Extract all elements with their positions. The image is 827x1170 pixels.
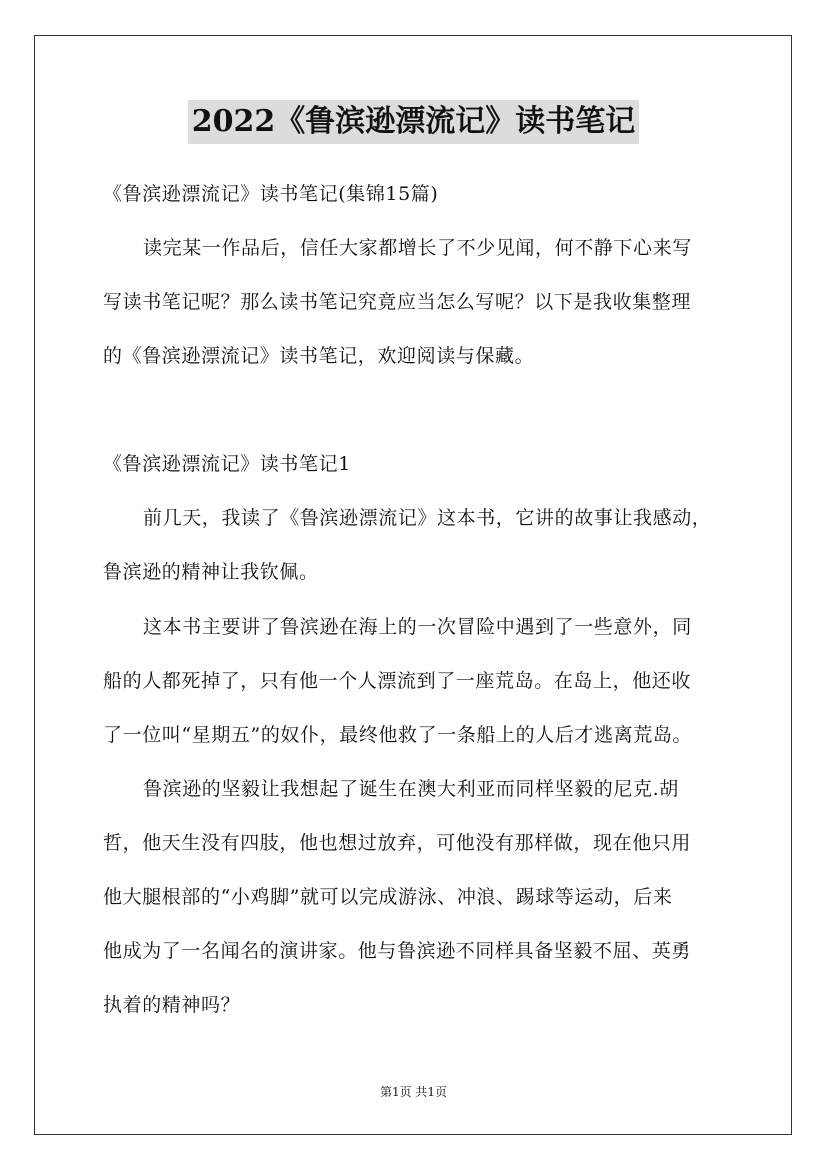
- intro-line: 读完某一作品后，信任大家都增长了不少见闻，何不静下心来写: [143, 237, 692, 259]
- intro-line: 的《鲁滨逊漂流记》读书笔记，欢迎阅读与保藏。: [103, 345, 535, 367]
- paragraph-line: 船的人都死掉了，只有他一个人漂流到了一座荒岛。在岛上，他还收: [103, 670, 692, 692]
- paragraph-line: 鲁滨逊的精神让我钦佩。: [103, 561, 319, 583]
- section-heading: 《鲁滨逊漂流记》读书笔记1: [103, 453, 351, 475]
- paragraph-line: 前几天，我读了《鲁滨逊漂流记》这本书，它讲的故事让我感动，: [143, 507, 712, 529]
- paragraph-line: 了一位叫“星期五”的奴仆，最终他救了一条船上的人后才逃离荒岛。: [103, 724, 693, 746]
- document-title-block: [0, 100, 827, 144]
- intro-line: 写读书笔记呢？那么读书笔记究竟应当怎么写呢？以下是我收集整理: [103, 291, 692, 313]
- paragraph-line: 这本书主要讲了鲁滨逊在海上的一次冒险中遇到了一些意外，同: [143, 616, 692, 638]
- document-title: 2022《鲁滨逊漂流记》读书笔记: [188, 100, 640, 144]
- document-subtitle: 《鲁滨逊漂流记》读书笔记(集锦15篇): [103, 183, 439, 205]
- paragraph-line: 他成为了一名闻名的演讲家。他与鲁滨逊不同样具备坚毅不屈、英勇: [103, 940, 692, 962]
- paragraph-line: 哲，他天生没有四肢，他也想过放弃，可他没有那样做，现在他只用: [103, 832, 692, 854]
- page-footer: 第1页 共1页: [379, 1085, 448, 1099]
- paragraph-line: 他大腿根部的“小鸡脚”就可以完成游泳、冲浪、踢球等运动，后来: [103, 886, 673, 908]
- paragraph-line: 执着的精神吗？: [103, 994, 241, 1016]
- paragraph-line: 鲁滨逊的坚毅让我想起了诞生在澳大利亚而同样坚毅的尼克.胡: [143, 778, 679, 800]
